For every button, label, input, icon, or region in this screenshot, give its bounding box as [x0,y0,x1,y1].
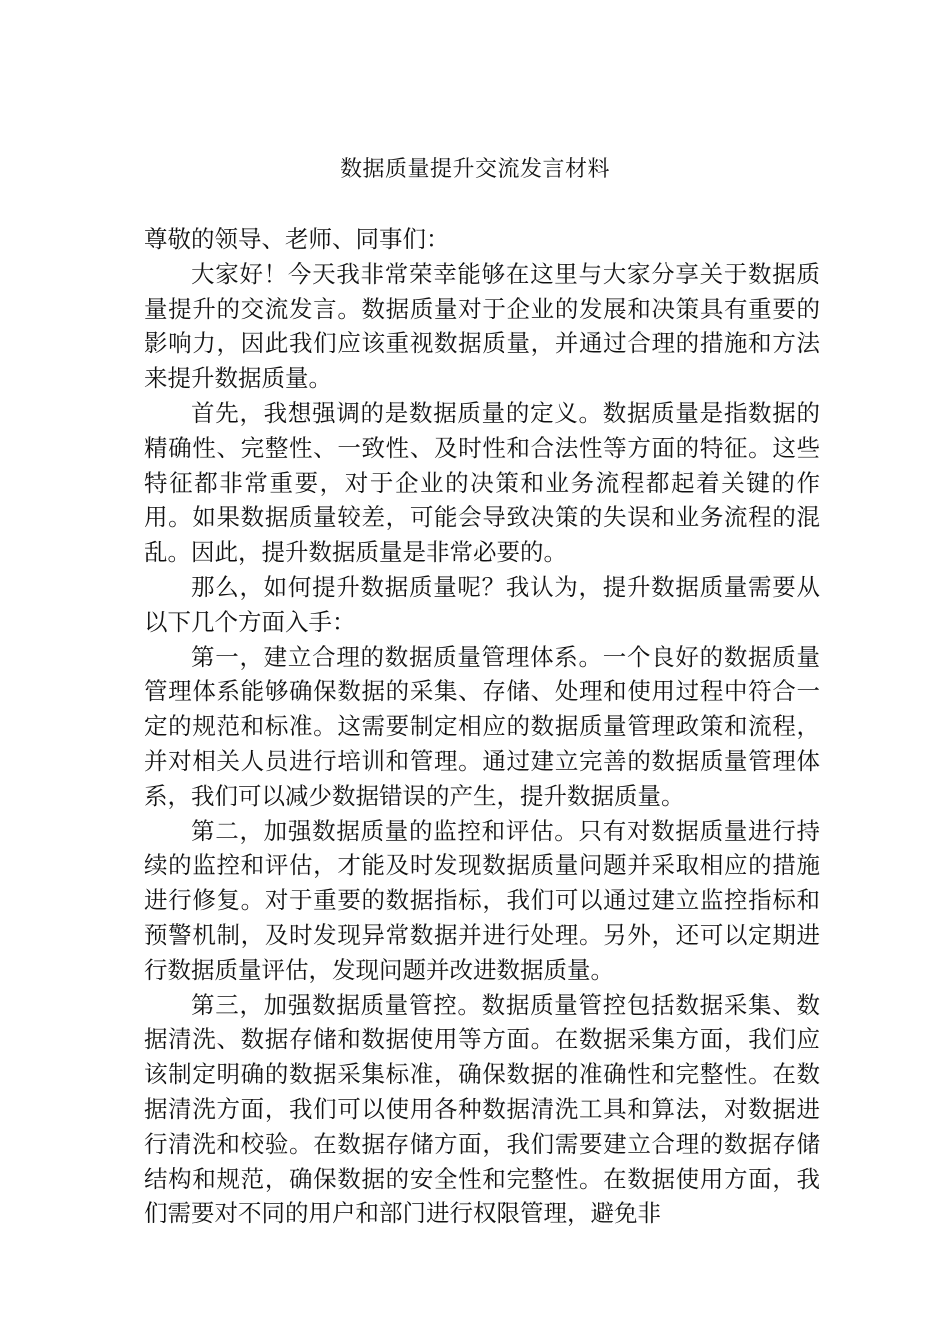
document-body [144,222,820,1231]
document-title: 数据质量提升交流发言材料 [339,157,610,182]
salutation: 尊敬的领导、老师、同事们： [144,225,450,253]
paragraph-point-one: 第一，建立合理的数据质量管理体系。一个良好的数据质量管理体系能够确保数据的采集、存储、处理和使用过程中符合一定的规范和标准。这需要制定相应的数据质量管理政策和流程，并对相关人员进行培训和管理。通过建立完善的数据质量管理体系，我们可以减少数据错误的产生，提升数据质量。 [144,642,820,810]
paragraph-greeting: 大家好！今天我非常荣幸能够在这里与大家分享关于数据质量提升的交流发言。数据质量对于企业的发展和决策具有重要的影响力，因此我们应该重视数据质量，并通过合理的措施和方法来提升数据质量。 [144,259,820,393]
paragraph-definition: 首先，我想强调的是数据质量的定义。数据质量是指数据的精确性、完整性、一致性、及时性和合法性等方面的特征。这些特征都非常重要，对于企业的决策和业务流程都起着关键的作用。如果数据质量较差，可能会导致决策的失误和业务流程的混乱。因此，提升数据质量是非常必要的。 [144,398,820,567]
paragraph-point-three: 第三，加强数据质量管控。数据质量管控包括数据采集、数据清洗、数据存储和数据使用等方面。在数据采集方面，我们应该制定明确的数据采集标准，确保数据的准确性和完整性。在数据清洗方面，我们可以使用各种数据清洗工具和算法，对数据进行清洗和校验。在数据存储方面，我们需要建立合理的数据存储结构和规范，确保数据的安全性和完整性。在数据使用方面，我们需要对不同的用户和部门进行权限管理，避免非 [144,990,820,1228]
paragraph-question: 那么，如何提升数据质量呢？我认为，提升数据质量需要从以下几个方面入手： [144,572,820,636]
paragraph-point-two: 第二，加强数据质量的监控和评估。只有对数据质量进行持续的监控和评估，才能及时发现数据质量问题并采取相应的措施进行修复。对于重要的数据指标，我们可以通过建立监控指标和预警机制，及时发现异常数据并进行处理。另外，还可以定期进行数据质量评估，发现问题并改进数据质量。 [144,816,820,984]
